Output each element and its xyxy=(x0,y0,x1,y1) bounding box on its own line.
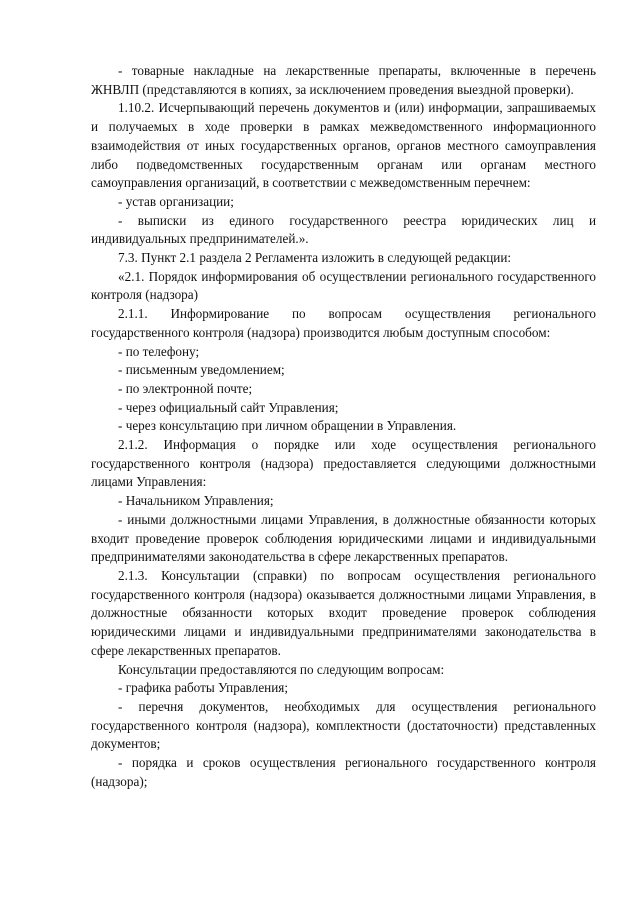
paragraph-invoices: - товарные накладные на лекарственные препараты, включенные в перечень ЖНВЛП (представляются в копиях, за исключением проведения выездной проверки). xyxy=(91,63,596,97)
paragraph-7-3: 7.3. Пункт 2.1 раздела 2 Регламента изложить в следующей редакции: xyxy=(118,250,512,266)
list-item-work-schedule: - графика работы Управления; xyxy=(118,680,289,696)
list-item-email: - по электронной почте; xyxy=(118,380,253,396)
list-item-documents-list: - перечня документов, необходимых для осуществления регионального государственного контроля (надзора), комплектности (достаточности) представленных документов; xyxy=(91,698,596,752)
list-item-registry-extracts: - выписки из единого государственного реестра юридических лиц и индивидуальных предпринимателей.». xyxy=(91,212,596,247)
list-item-personal-consultation: - через консультацию при личном обращении в Управления. xyxy=(118,418,457,434)
list-item-website: - через официальный сайт Управления; xyxy=(118,399,339,415)
list-item-written-notice: - письменным уведомлением; xyxy=(118,362,285,378)
list-item-phone: - по телефону; xyxy=(118,343,200,359)
paragraph-1-10-2: 1.10.2. Исчерпывающий перечень документов и (или) информации, запрашиваемых и получаемых в ходе проверки в рамках межведомственного информационного взаимодействия от иных государственных органов, органов местного самоуправления либо подведомственных государственным органам или органам местного самоуправления организаций, в соответствии с межведомственным перечнем: xyxy=(91,100,596,191)
list-item-other-officials: - иными должностными лицами Управления, в должностные обязанности которых входит проведение проверок соблюдения юридическими лицами и индивидуальными предпринимателями законодательства в сфере лекарственных препаратов. xyxy=(91,511,596,565)
paragraph-2-1-2: 2.1.2. Информация о порядке или ходе осуществления регионального государственного контроля (надзора) предоставляется следующими должностными лицами Управления: xyxy=(91,437,596,490)
paragraph-2-1-1: 2.1.1. Информирование по вопросам осуществления регионального государственного контроля (надзора) производится любым доступным способом: xyxy=(91,306,596,340)
paragraph-consultation-topics: Консультации предоставляются по следующим вопросам: xyxy=(118,661,445,677)
paragraph-2-1-heading: «2.1. Порядок информирования об осуществлении регионального государственного контроля (надзора) xyxy=(91,268,596,303)
paragraph-2-1-3: 2.1.3. Консультации (справки) по вопросам осуществления регионального государственного контроля (надзора) оказывается должностными лицами Управления, в должностные обязанности которых входит проведение проверок соблюдения юридическими лицами и индивидуальными предпринимателями законодательства в сфере лекарственных препаратов. xyxy=(91,567,596,658)
list-item-head-of-department: - Начальником Управления; xyxy=(118,493,274,509)
list-item-procedure-terms: - порядка и сроков осуществления регионального государственного контроля (надзора); xyxy=(91,755,596,789)
document-page xyxy=(91,62,596,791)
list-item-charter: - устав организации; xyxy=(118,193,234,209)
